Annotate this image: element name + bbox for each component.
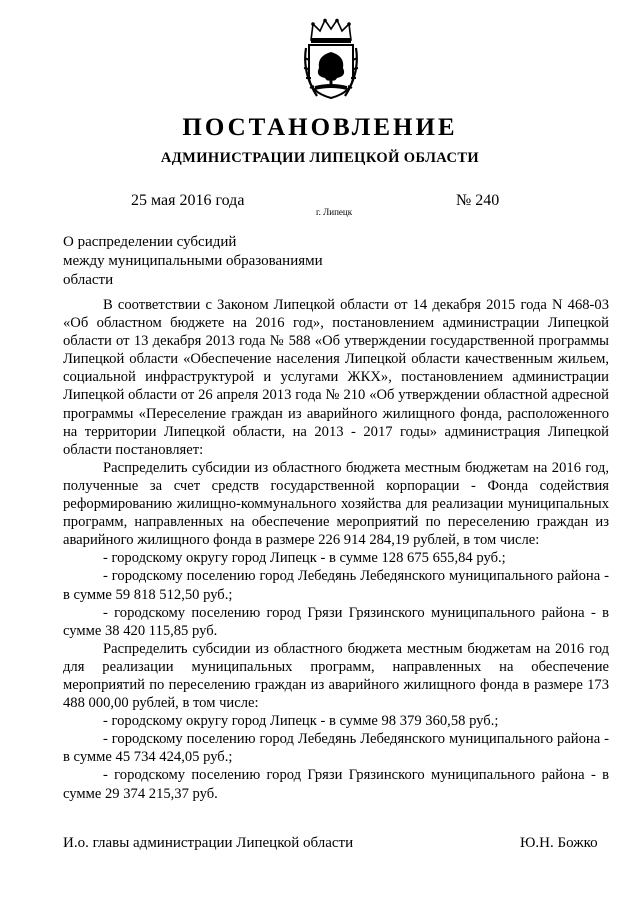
preamble-paragraph: В соответствии с Законом Липецкой области от 14 декабря 2015 года N 468-03 «Об областном бюджете на 2016 год», постановлением администрации Липецкой области от 13 декабря 2013 года № 588 «Об утверждении государственной программы Липецкой области «Обеспечение населения Липецкой области качественным жильем, социальной инфраструктурой и услугами ЖКХ», постановлением администрации Липецкой области от 26 апреля 2013 года № 210 «Об утверждении областной адресной программы «Переселение граждан из аварийного жилищного фонда, расположенного на территории Липецкой области, на 2013 - 2017 годы» администрация Липецкой области постановляет: — [63, 297, 609, 458]
document-title: ПОСТАНОВЛЕНИЕ — [182, 114, 458, 141]
document-body — [63, 296, 609, 803]
signatory-position: И.о. главы администрации Липецкой области — [63, 835, 354, 851]
issuing-authority: АДМИНИСТРАЦИИ ЛИПЕЦКОЙ ОБЛАСТИ — [160, 150, 480, 166]
allocation-item: - городскому округу город Липецк - в сумме 98 379 360,58 руб.; — [103, 713, 499, 730]
signatory-name: Ю.Н. Божко — [520, 835, 598, 851]
document-subject — [63, 233, 363, 290]
subject-line: О распределении субсидий — [63, 234, 237, 250]
coat-of-arms-emblem — [303, 18, 359, 100]
document-date: 25 мая 2016 года — [131, 192, 245, 209]
allocation-item: - городскому поселению город Грязи Грязинского муниципального района - в сумме 29 374 215,37 руб. — [63, 767, 609, 802]
document-place: г. Липецк — [316, 207, 353, 217]
subject-line: между муниципальными образованиями — [63, 253, 323, 269]
allocation-item: - городскому поселению город Лебедянь Лебедянского муниципального района - в сумме 45 734 424,05 руб.; — [63, 731, 609, 766]
allocation-item: - городскому округу город Липецк - в сумме 128 675 655,84 руб.; — [103, 550, 506, 567]
subject-line: области — [63, 272, 114, 288]
allocation-item: - городскому поселению город Грязи Грязинского муниципального района - в сумме 38 420 115,85 руб. — [63, 604, 609, 639]
decision-paragraph-1: Распределить субсидии из областного бюджета местным бюджетам на 2016 год, полученные за счет средств государственной корпорации - Фонда содействия реформированию жилищно-коммунального хозяйства для реализации муниципальных программ, направленных на обеспечение мероприятий по переселению граждан из аварийного жилищного фонда в размере 226 914 284,19 рублей, в том числе: — [63, 459, 609, 549]
allocation-item: - городскому поселению город Лебедянь Лебедянского муниципального района - в сумме 59 818 512,50 руб.; — [63, 568, 609, 603]
decision-paragraph-2: Распределить субсидии из областного бюджета местным бюджетам на 2016 год для реализации муниципальных программ, направленных на обеспечение мероприятий по переселению граждан из аварийного жилищного фонда в размере 173 488 000,00 рублей, в том числе: — [63, 640, 609, 712]
document-number: № 240 — [456, 192, 500, 209]
